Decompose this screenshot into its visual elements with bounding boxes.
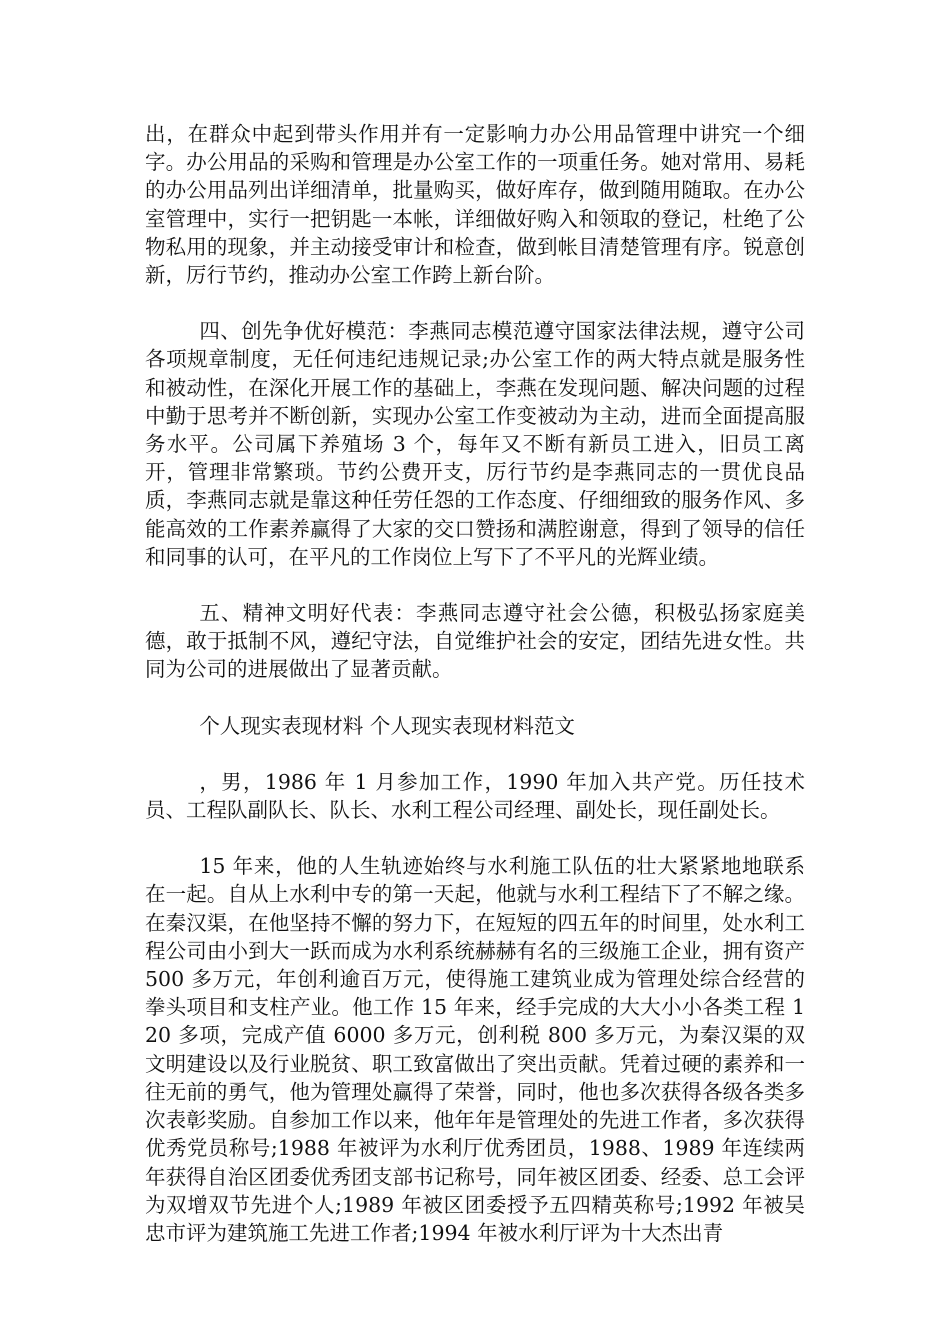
section-title: 个人现实表现材料 个人现实表现材料范文 <box>199 713 575 738</box>
paragraph-personal-info: ，男，1986 年 1 月参加工作，1990 年加入共产党。历任技术员、工程队副队长、队长、水利工程公司经理、副处长，现任副处长。 <box>145 769 805 823</box>
paragraph-career-history: 15 年来，他的人生轨迹始终与水利施工队伍的壮大紧紧地地联系在一起。自从上水利中专的第一天起，他就与水利工程结下了不解之缘。在秦汉渠，在他坚持不懈的努力下，在短短的四五年的时间里，处水利工程公司由小到大一跃而成为水利系统赫赫有名的三级施工企业，拥有资产 500 多万元，年创利逾百万元，使得施工建筑业成为管理处综合经营的拳头项目和支柱产业。他工作 15 年来，经手完成的大大小小各类工程 120 多项，完成产值 6000 多万元，创利税 800 多万元，为秦汉渠的双文明建设以及行业脱贫、职工致富做出了突出贡献。凭着过硬的素养和一往无前的勇气，他为管理处赢得了荣誉，同时，他也多次获得各级各类多次表彰奖励。自参加工作以来，他年年是管理处的先进工作者，多次获得优秀党员称号;1988 年被评为水利厅优秀团员，1988、1989 年连续两年获得自治区团委优秀团支部书记称号，同年被区团委、经委、总工会评为双增双节先进个人;1989 年被区团委授予五四精英称号;1992 年被吴忠市评为建筑施工先进工作者;1994 年被水利厅评为十大杰出青 <box>145 854 805 1245</box>
paragraph-civilization-section: 五、精神文明好代表：李燕同志遵守社会公德，积极弘扬家庭美德，敢于抵制不风，遵纪守法，自觉维护社会的安定，团结先进女性。共同为公司的进展做出了显著贡献。 <box>145 601 805 682</box>
paragraph-model-section: 四、创先争优好模范：李燕同志模范遵守国家法律法规，遵守公司各项规章制度，无任何违纪违规记录;办公室工作的两大特点就是服务性和被动性，在深化开展工作的基础上，李燕在发现问题、解决问题的过程中勤于思考并不断创新，实现办公室工作变被动为主动，进而全面提高服务水平。公司属下养殖场 3 个，每年又不断有新员工进入，旧员工离开，管理非常繁琐。节约公费开支，厉行节约是李燕同志的一贯优良品质，李燕同志就是靠这种任劳任怨的工作态度、仔细细致的服务作风、多能高效的工作素养赢得了大家的交口赞扬和满腔谢意，得到了领导的信任和同事的认可，在平凡的工作岗位上写下了不平凡的光辉业绩。 <box>145 319 805 569</box>
document-body <box>145 120 805 1247</box>
paragraph-office-supplies: 出，在群众中起到带头作用并有一定影响力办公用品管理中讲究一个细字。办公用品的采购和管理是办公室工作的一项重任务。她对常用、易耗的办公用品列出详细清单，批量购买，做好库存，做到随用随取。在办公室管理中，实行一把钥匙一本帐，详细做好购入和领取的登记，杜绝了公物私用的现象，并主动接受审计和检查，做到帐目清楚管理有序。锐意创新，厉行节约，推动办公室工作跨上新台阶。 <box>145 122 805 288</box>
